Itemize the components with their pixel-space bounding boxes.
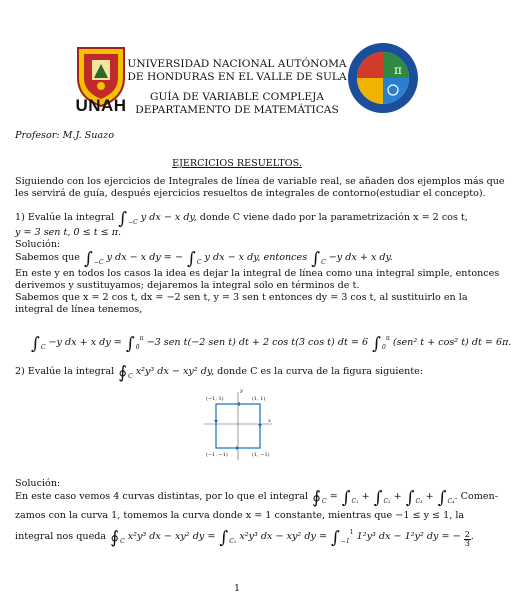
header-line-4: DEPARTAMENTO DE MATEMÁTICAS	[135, 103, 339, 116]
ex1-solution-label: Solución:	[15, 239, 61, 250]
label-top-right: (1, 1)	[252, 396, 266, 402]
ex1-equation: $\int_C -y$ dx + x dy = $\int_0^\pi -3$ sen t(−2 sen t) dt + 2 cos t(3 cos t) dt = 6 $\int_0^\pi$ (sen² t + cos² t) dt = 6π.	[31, 334, 511, 354]
curve-figure	[200, 388, 276, 464]
ex1-para-4: integral de línea tenemos,	[15, 304, 143, 315]
ex1-para-3: Sabemos que x = 2 cos t, dx = −2 sen t, y = 3 sen t entonces dy = 3 cos t, al sustituirlo en la	[15, 292, 468, 303]
label-bottom-left: (−1, −1)	[206, 452, 228, 458]
svg-text:π: π	[394, 63, 402, 77]
y-axis-label: y	[240, 388, 243, 394]
label-top-left: (−1, 1)	[206, 396, 224, 402]
ex2-sol-3: integral nos queda $∮_C$ x²y³ dx − xy² dy = $\int_{C_1}$ x²y³ dx − xy² dy = $\int_{-1}^1$ 1²y³ dx − 1²y² dy = − $\frac{2}{3}$ .	[15, 528, 474, 548]
section-title: EJERCICIOS RESUELTOS.	[172, 158, 302, 169]
label-bottom-right: (1, −1)	[252, 452, 270, 458]
intro-line-2: les servirá de guía, después ejercicios resueltos de integrales de contorno(estudiar el concepto).	[15, 188, 486, 199]
x-axis-label: x	[268, 418, 271, 424]
ex1-statement: 1) Evalúe la integral $\int_{-C}$ y dx − x dy, donde C viene dado por la parametrización x = 2 cos t,	[15, 209, 468, 229]
intro-line-1: Siguiendo con los ejercicios de Integrales de línea de variable real, se añaden dos ejemplos más que	[15, 176, 505, 187]
ex1-step: Sabemos que $\int_{-C}$ y dx − x dy = − $\int_C$ y dx − x dy, entonces $\int_C -y$ dx + x dy.	[15, 249, 393, 269]
professor-line: Profesor: M.J. Suazo	[15, 130, 114, 141]
arrow-left-side	[214, 420, 218, 424]
guide-title	[122, 91, 352, 116]
result-fraction: $\frac{2}{3}$	[464, 530, 470, 548]
header-line-3: GUÍA DE VARIABLE COMPLEJA	[150, 91, 324, 103]
ex2-solution-label: Solución:	[15, 478, 61, 489]
ex1-statement-2: y = 3 sen t, 0 ≤ t ≤ π.	[15, 227, 122, 238]
header-line-1: UNIVERSIDAD NACIONAL AUTÓNOMA	[127, 58, 347, 70]
university-name	[122, 58, 352, 83]
ex1-para-1: En este y en todos los casos la idea es dejar la integral de línea como una integral simple, entonces	[15, 268, 500, 279]
faculty-logo	[347, 42, 419, 114]
arrow-right-side	[258, 424, 262, 428]
ex1-para-2: derivemos y sustituyamos; dejaremos la integral solo en términos de t.	[15, 280, 360, 291]
page-number: 1	[233, 583, 241, 594]
ex2-sol-1: En este caso vemos 4 curvas distintas, por lo que el integral $∮_C = \int_{C_1} + \int_{C_2} + \int_{C_3} + \int_{C_4}$. Comen-	[15, 488, 498, 508]
ex2-sol-2: zamos con la curva 1, tomemos la curva donde x = 1 constante, mientras que −1 ≤ y ≤ 1, la	[15, 510, 465, 521]
ex2-statement: 2) Evalúe la integral $∮_C$ x²y³ dx − xy² dy, donde C es la curva de la figura siguiente:	[15, 363, 424, 383]
header-line-2: DE HONDURAS EN EL VALLE DE SULA	[127, 70, 347, 83]
unah-wordmark: UNAH	[75, 96, 127, 115]
